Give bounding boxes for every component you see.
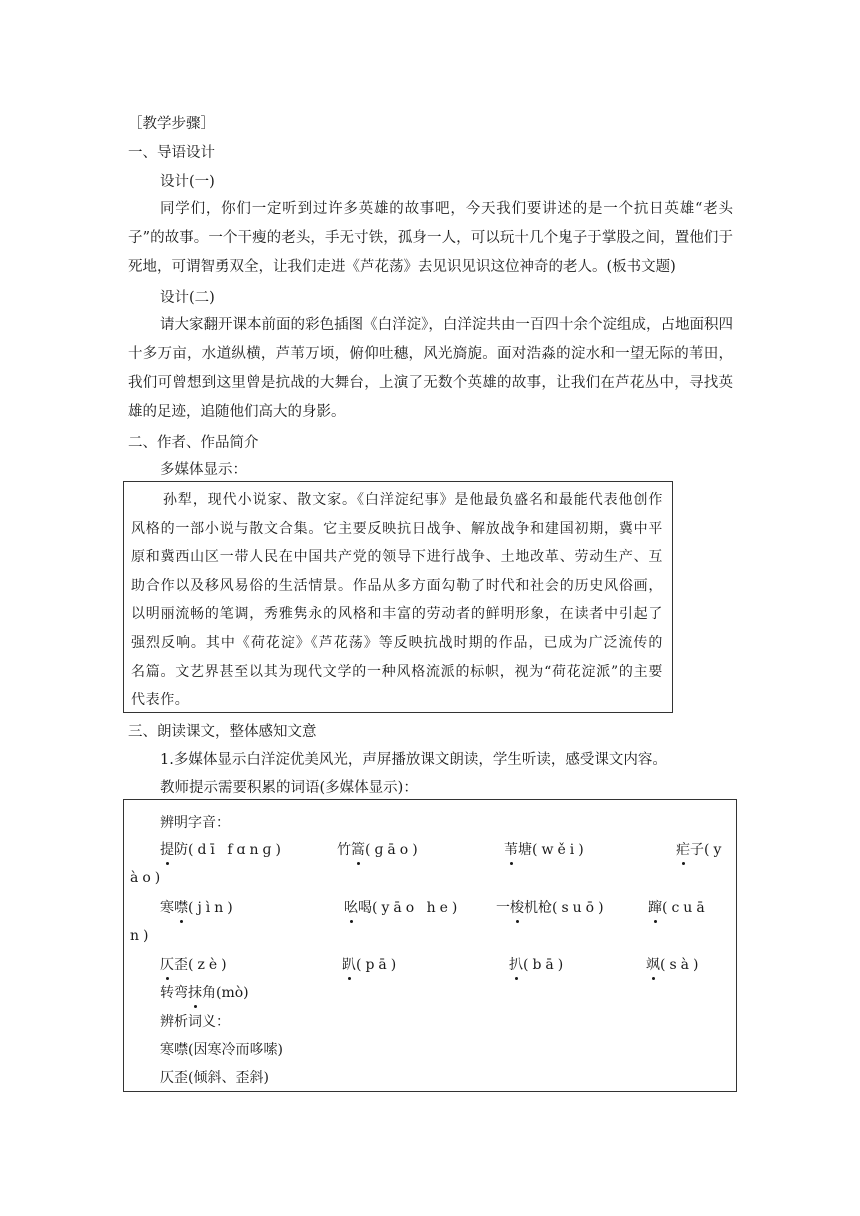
vocab-item: [648, 898, 709, 918]
emphasis-char: 提: [160, 842, 174, 858]
pinyin: (zè): [188, 957, 231, 973]
pinyin: (dī fɑnɡ): [188, 842, 285, 858]
design2-paragraph: 请大家翻开课本前面的彩色插图《白洋淀》，白洋淀共由一百四十余个淀组成，占地面积四十多万亩，水道纵横，芦苇万顷，俯仰吐穗，风光旖旎。面对浩淼的淀水和一望无际的苇田，我们可曾想到这里曾是抗战的大舞台，上演了无数个英雄的故事，让我们在芦花丛中，寻找英雄的足迹，追随他们高大的身影。: [128, 317, 733, 420]
emphasis-char: 扒: [509, 957, 523, 973]
pinyin: (cuā: [662, 900, 709, 916]
vocab-item: 寒噤(jìn): [160, 900, 237, 916]
author-intro-text: 孙犁，现代小说家、散文家。《白洋淀纪事》是他最负盛名和最能代表他创作风格的一部小说与散文合集。它主要反映抗日战争、解放战争和建国初期，冀中平原和冀西山区一带人民在中国共产党的领导下进行战争、土地改革、劳动生产、互助合作以及移风易俗的生活情景。作品从多方面勾勒了时代和社会的历史风俗画，以明丽流畅的笔调，秀雅隽永的风格和丰富的劳动者的鲜明形象，在读者中引起了强烈反响。其中《荷花淀》《芦花荡》等反映抗战时期的作品，已成为广泛流传的名篇。文艺界甚至以其为现代文学的一种风格流派的标帜，视为“荷花淀派”的主要代表作。: [131, 492, 663, 709]
vocab-item: [646, 955, 702, 975]
meaning-item: 寒噤(因寒冷而哆嗦): [160, 1042, 283, 1058]
pinyin-wrap: ào): [130, 870, 165, 886]
teacher-hint: 教师提示需要积累的词语(多媒体显示)：: [160, 780, 418, 796]
vocabulary-box: [123, 799, 737, 1092]
item1-text: 1.多媒体显示白洋淀优美风光，声屏播放课文朗读，学生听读，感受课文内容。: [160, 752, 667, 768]
emphasis-char: 趴: [342, 957, 356, 973]
emphasis-char: 抹: [188, 985, 202, 1001]
emphasis-char: 蹿: [648, 900, 662, 916]
pinyin: (wěi): [532, 842, 588, 858]
meaning-item: 仄歪(倾斜、歪斜): [160, 1070, 269, 1086]
vocab-item: 一梭机枪(suō): [496, 900, 608, 916]
pinyin-wrap: n): [130, 928, 153, 944]
author-intro-box: [123, 481, 673, 713]
meaning-label: 辨析词义：: [160, 1014, 230, 1030]
pinyin: (pā): [356, 957, 401, 973]
vocab-item: 仄歪(zè): [160, 957, 231, 973]
pinyin: (jìn): [188, 900, 237, 916]
emphasis-char: 疟: [676, 842, 690, 858]
pinyin: (suō): [552, 900, 608, 916]
section3-title: 三、朗读课文，整体感知文意: [128, 724, 317, 740]
vocab-item: 吆喝(yāo he): [344, 900, 462, 916]
emphasis-char: 吆: [344, 900, 358, 916]
vocab-item: 转弯抹角(mò): [160, 985, 249, 1001]
section2-title: 二、作者、作品简介: [128, 435, 259, 451]
vocab-item: 竹篙(ɡāo): [337, 842, 422, 858]
emphasis-char: 仄: [160, 957, 174, 973]
vocab-item: 苇塘(wěi): [504, 842, 588, 858]
pinyin: (bā): [523, 957, 568, 973]
emphasis-char: 篙: [351, 842, 365, 858]
vocab-item: [509, 955, 567, 975]
pinyin: (mò): [216, 985, 249, 1001]
emphasis-char: 噤: [174, 900, 188, 916]
section1-title: 一、导语设计: [128, 145, 215, 161]
vocab-item: 疟子(y: [676, 842, 726, 858]
emphasis-char: 飒: [646, 957, 660, 973]
emphasis-char: 苇: [504, 842, 518, 858]
steps-heading: ［教学步骤］: [128, 116, 215, 132]
pronunciation-label: 辨明字音：: [160, 815, 230, 831]
media-label: 多媒体显示：: [160, 462, 247, 478]
pinyin: (sà): [660, 957, 703, 973]
design1-paragraph: 同学们，你们一定听到过许多英雄的故事吧，今天我们要讲述的是一个抗日英雄“老头子”的故事。一个干瘦的老头，手无寸铁，孤身一人，可以玩十几个鬼子于掌股之间，置他们于死地，可谓智勇双全，让我们走进《芦花荡》去见识见识这位神奇的老人。(板书文题): [128, 201, 733, 275]
design2-label: 设计(二): [160, 290, 215, 306]
vocab-item: [342, 955, 400, 975]
emphasis-char: 梭: [510, 900, 524, 916]
vocab-item: 提防(dī fɑnɡ): [160, 842, 285, 858]
pinyin: (y: [704, 842, 726, 858]
pinyin: (yāo he): [372, 900, 462, 916]
design1-label: 设计(一): [160, 174, 215, 190]
pinyin: (ɡāo): [365, 842, 422, 858]
